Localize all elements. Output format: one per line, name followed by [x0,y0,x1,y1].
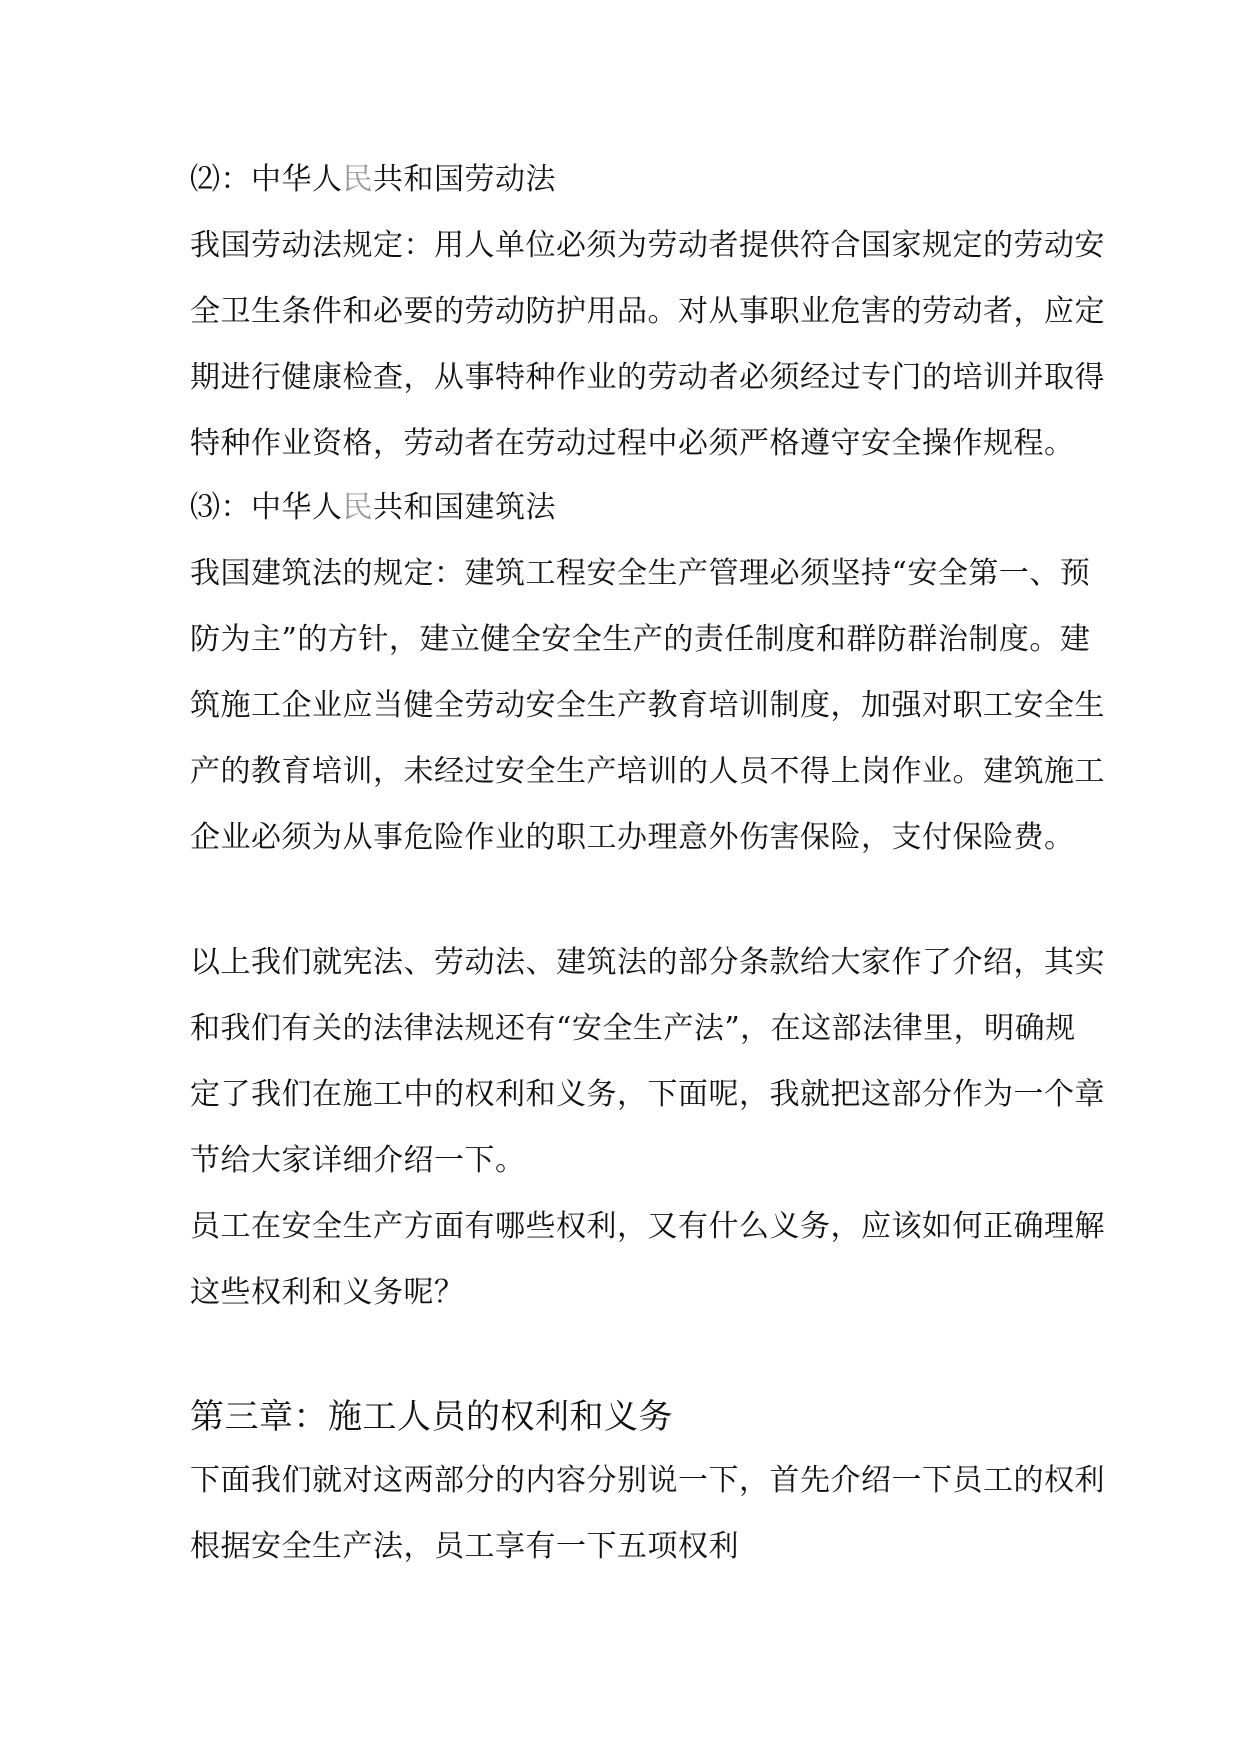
paragraph-line: 我国劳动法规定：用人单位必须为劳动者提供符合国家规定的劳动安 [190,228,1105,263]
paragraph-line: 和我们有关的法律法规还有“安全生产法”，在这部法律里，明确规 [190,1011,1076,1046]
paragraph-line: 筑施工企业应当健全劳动安全生产教育培训制度，加强对职工安全生 [190,688,1105,723]
paragraph-line: 产的教育培训，未经过安全生产培训的人员不得上岗作业。建筑施工 [190,754,1105,789]
question-paragraph [190,1194,1105,1326]
section-labor-law [190,147,1105,477]
paragraph-line: 全卫生条件和必要的劳动防护用品。对从事职业危害的劳动者，应定 [190,294,1105,329]
paragraph-line: 定了我们在施工中的权利和义务，下面呢，我就把这部分作为一个章 [190,1077,1105,1112]
paragraph-line: 这些权利和义务呢？ [190,1275,465,1310]
section-heading: ⑶：中华人民共和国建筑法 [190,490,556,525]
paragraph-line: 节给大家详细介绍一下。 [190,1143,526,1178]
summary-paragraph [190,930,1105,1194]
section-heading: ⑵：中华人民共和国劳动法 [190,162,556,197]
paragraph-line: 防为主”的方针，建立健全安全生产的责任制度和群防群治制度。建 [190,622,1091,657]
chapter-title: 第三章：施工人员的权利和义务 [190,1397,673,1437]
paragraph-line: 以上我们就宪法、劳动法、建筑法的部分条款给大家作了介绍，其实 [190,945,1105,980]
paragraph-line: 我国建筑法的规定：建筑工程安全生产管理必须坚持“安全第一、预 [190,556,1091,591]
paragraph-line: 员工在安全生产方面有哪些权利，又有什么义务，应该如何正确理解 [190,1209,1105,1244]
paragraph-line: 期进行健康检查，从事特种作业的劳动者必须经过专门的培训并取得 [190,360,1105,395]
paragraph-line: 企业必须为从事危险作业的职工办理意外伤害保险，支付保险费。 [190,820,1075,855]
paragraph-line: 下面我们就对这两部分的内容分别说一下，首先介绍一下员工的权利 [190,1463,1105,1498]
chapter-intro [190,1448,1105,1580]
paragraph-line: 根据安全生产法，员工享有一下五项权利 [190,1529,739,1564]
paragraph-line: 特种作业资格，劳动者在劳动过程中必须严格遵守安全操作规程。 [190,426,1075,461]
section-construction-law [190,475,1105,871]
